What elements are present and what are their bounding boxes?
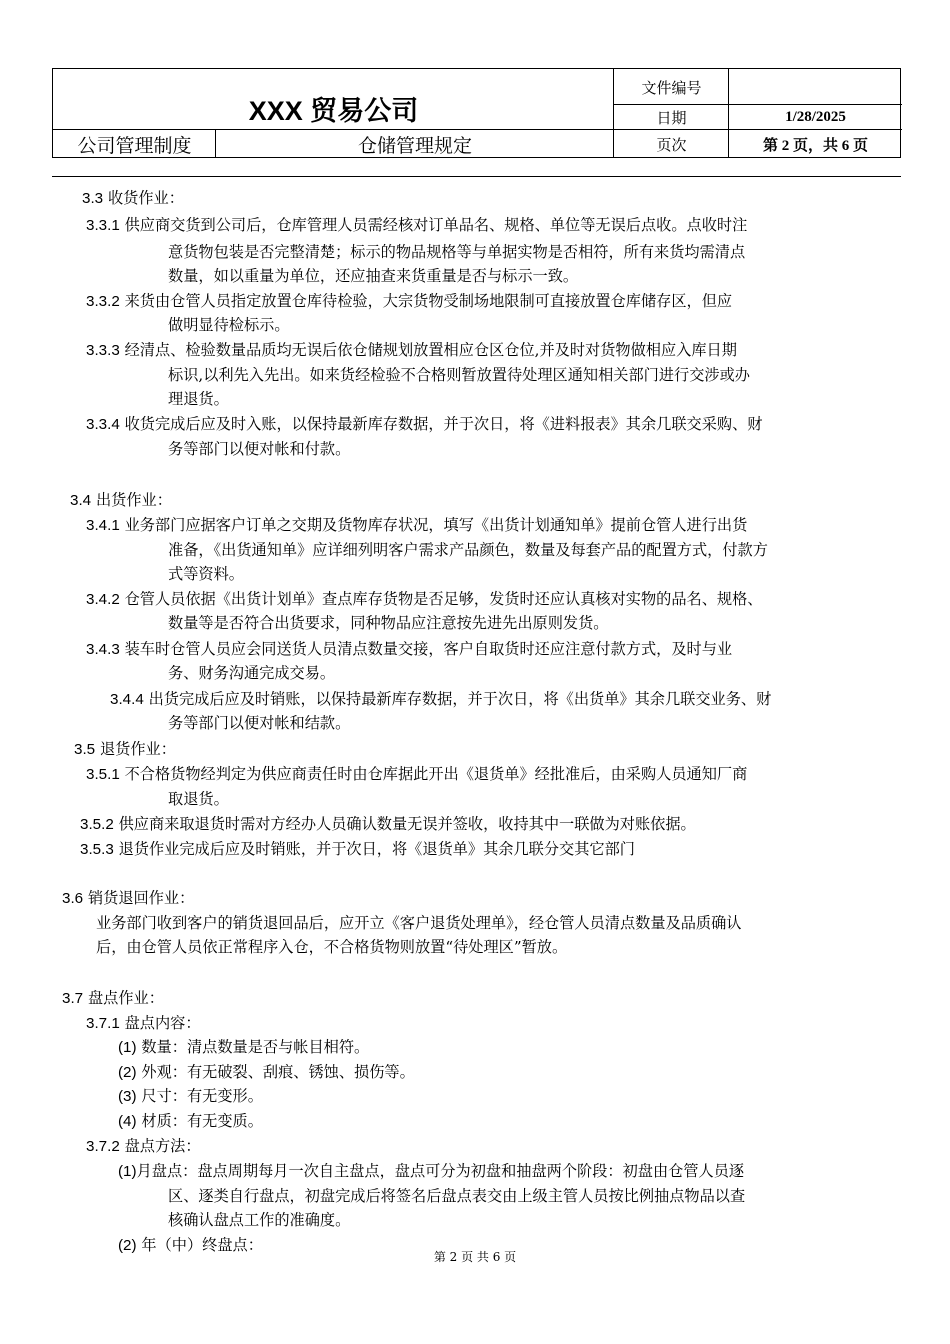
line-text: 装车时仓管人员应会同送货人员清点数量交接，客户自取货时还应注意付款方式，及时与业 <box>119 640 733 658</box>
divider <box>53 129 902 130</box>
line-text: 尺寸：有无变形。 <box>136 1087 263 1105</box>
line-text: 出货完成后应及时销账，以保持最新库存数据，并于次日，将《出货单》其余几联交业务、财 <box>143 690 772 708</box>
text-line <box>96 935 567 959</box>
section-number: (4) <box>118 1113 137 1130</box>
section-number: 3.6 <box>62 890 84 907</box>
text-line <box>168 363 750 387</box>
line-text: 不合格货物经判定为供应商责任时由仓库据此开出《退货单》经批准后，由采购人员通知厂商 <box>119 765 748 783</box>
page-value: 第 2 页，共 6 页 <box>762 137 868 154</box>
text-line <box>86 338 737 363</box>
text-line <box>168 240 745 264</box>
line-text: 销货退回作业： <box>83 889 195 907</box>
line-text: 年（中）终盘点： <box>136 1236 263 1254</box>
line-text: 供应商来取退货时需对方经办人员确认数量无误并签收，收持其中一联做为对账依据。 <box>113 815 696 833</box>
line-text: 退货作业： <box>95 740 176 758</box>
section-number: 3.4 <box>70 492 92 509</box>
category-label: 公司管理制度 <box>77 134 192 157</box>
line-text: 理退货。 <box>168 390 229 408</box>
line-text: 外观：有无破裂、刮痕、锈蚀、损伤等。 <box>136 1063 415 1081</box>
text-line <box>62 986 164 1011</box>
date-value: 1/28/2025 <box>785 109 846 125</box>
text-line <box>86 513 747 538</box>
line-text: 务、财务沟通完成交易。 <box>168 664 336 682</box>
text-line <box>62 886 194 911</box>
section-number: (1) <box>118 1163 137 1180</box>
line-text: 仓管人员依据《出货计划单》查点库存货物是否足够，发货时还应认真核对实物的品名、规格、 <box>119 590 763 608</box>
line-text: 标识,以利先入先出。如来货经检验不合格则暂放置待处理区通知相关部门进行交涉或办 <box>168 366 750 384</box>
text-line <box>80 837 635 862</box>
section-number: 3.7 <box>62 990 84 1007</box>
divider <box>215 130 216 158</box>
text-line <box>86 1011 201 1036</box>
document-header <box>52 68 901 158</box>
text-line <box>80 812 696 837</box>
line-text: 核确认盘点工作的准确度。 <box>168 1211 351 1229</box>
text-line <box>168 1208 350 1232</box>
line-text: 盘点作业： <box>83 989 164 1007</box>
text-line <box>168 711 350 735</box>
page-footer: 第 2 页 共 6 页 <box>433 1250 517 1264</box>
line-text: 意货物包装是否完整清楚；标示的物品规格等与单据实物是否相符，所有来货均需清点 <box>168 243 746 261</box>
line-text: 务等部门以便对帐和付款。 <box>168 440 351 458</box>
header-rule <box>52 176 901 177</box>
text-line <box>168 611 608 635</box>
text-line <box>168 313 290 337</box>
line-text: 盘点方法： <box>119 1137 201 1155</box>
section-number: 3.5.3 <box>80 841 114 858</box>
line-text: 退货作业完成后应及时销账，并于次日，将《退货单》其余几联分交其它部门 <box>113 840 635 858</box>
section-number: 3.4.1 <box>86 517 120 534</box>
line-text: 后，由仓管人员依正常程序入仓，不合格货物则放置“待处理区”暂放。 <box>96 938 568 956</box>
section-number: 3.4.2 <box>86 591 120 608</box>
text-line <box>118 1109 263 1134</box>
company-name: XXX 贸易公司 <box>248 96 419 126</box>
text-line <box>82 186 184 211</box>
divider <box>728 69 729 158</box>
section-number: 3.4.3 <box>86 641 120 658</box>
line-text: 式等资料。 <box>168 565 244 583</box>
line-text: 业务部门应据客户订单之交期及货物库存状况，填写《出货计划通知单》提前仓管人进行出货 <box>119 516 748 534</box>
text-line <box>168 1184 745 1208</box>
line-text: 数量等是否符合出货要求，同种物品应注意按先进先出原则发货。 <box>168 614 609 632</box>
text-line <box>168 538 768 562</box>
section-number: 3.3.4 <box>86 416 120 433</box>
text-line <box>86 412 762 437</box>
line-text: 月盘点：盘点周期每月一次自主盘点，盘点可分为初盘和抽盘两个阶段：初盘由仓管人员逐 <box>136 1162 745 1180</box>
line-text: 业务部门收到客户的销货退回品后，应开立《客户退货处理单》，经仓管人员清点数量及品质确认 <box>96 914 742 932</box>
section-number: 3.3.2 <box>86 293 120 310</box>
text-line <box>118 1035 369 1060</box>
section-number: 3.3 <box>82 190 104 207</box>
text-line <box>74 737 176 762</box>
page-label: 页次 <box>656 135 687 154</box>
line-text: 供应商交货到公司后，仓库管理人员需经核对订单品名、规格、单位等无误后点收。点收时注 <box>119 216 748 234</box>
text-line <box>86 637 732 662</box>
section-number: 3.5.2 <box>80 816 114 833</box>
section-number: 3.4.4 <box>110 691 144 708</box>
line-text: 取退货。 <box>168 790 229 808</box>
section-number: 3.5.1 <box>86 766 120 783</box>
text-line <box>168 787 229 811</box>
line-text: 来货由仓管人员指定放置仓库待检验，大宗货物受制场地限制可直接放置仓库储存区，但应 <box>119 292 733 310</box>
line-text: 出货作业： <box>91 491 172 509</box>
text-line <box>110 687 771 712</box>
text-line <box>118 1060 415 1085</box>
section-number: (2) <box>118 1064 137 1081</box>
section-number: 3.7.1 <box>86 1015 120 1032</box>
text-line <box>118 1159 744 1184</box>
text-line <box>86 762 747 787</box>
line-text: 务等部门以便对帐和结款。 <box>168 714 351 732</box>
line-text: 做明显待检标示。 <box>168 316 290 334</box>
section-number: (3) <box>118 1088 137 1105</box>
text-line <box>86 587 762 612</box>
line-text: 数量：清点数量是否与帐目相符。 <box>136 1038 370 1056</box>
date-label: 日期 <box>656 109 687 127</box>
text-line <box>86 213 747 238</box>
line-text: 收货完成后应及时入账，以保持最新库存数据，并于次日，将《进料报表》其余几联交采购、财 <box>119 415 763 433</box>
line-text: 收货作业： <box>103 189 184 207</box>
section-number: 3.3.1 <box>86 217 120 234</box>
text-line <box>168 437 350 461</box>
text-line <box>168 264 578 288</box>
section-number: (1) <box>118 1039 137 1056</box>
text-line <box>86 289 732 314</box>
divider <box>613 69 614 158</box>
text-line <box>168 387 229 411</box>
doc-title: 仓储管理规定 <box>357 134 472 157</box>
section-number: 3.3.3 <box>86 342 120 359</box>
doc-no-label: 文件编号 <box>641 78 702 97</box>
section-number: 3.7.2 <box>86 1138 120 1155</box>
line-text: 准备，《出货通知单》应详细列明客户需求产品颜色，数量及每套产品的配置方式，付款方 <box>168 541 768 559</box>
doc-no-value <box>729 69 902 105</box>
divider <box>613 104 902 105</box>
section-number: 3.5 <box>74 741 96 758</box>
text-line <box>70 488 172 513</box>
text-line <box>168 661 335 685</box>
line-text: 盘点内容： <box>119 1014 201 1032</box>
section-number: (2) <box>118 1237 137 1254</box>
line-text: 数量，如以重量为单位，还应抽查来货重量是否与标示一致。 <box>168 267 579 285</box>
text-line <box>118 1084 263 1109</box>
line-text: 经清点、检验数量品质均无误后依仓储规划放置相应仓区仓位,并及时对货物做相应入库日期 <box>119 341 737 359</box>
line-text: 材质：有无变质。 <box>136 1112 263 1130</box>
text-line <box>168 562 244 586</box>
line-text: 区、逐类自行盘点，初盘完成后将签名后盘点表交由上级主管人员按比例抽点物品以查 <box>168 1187 746 1205</box>
text-line <box>86 1134 201 1159</box>
text-line <box>96 911 741 935</box>
